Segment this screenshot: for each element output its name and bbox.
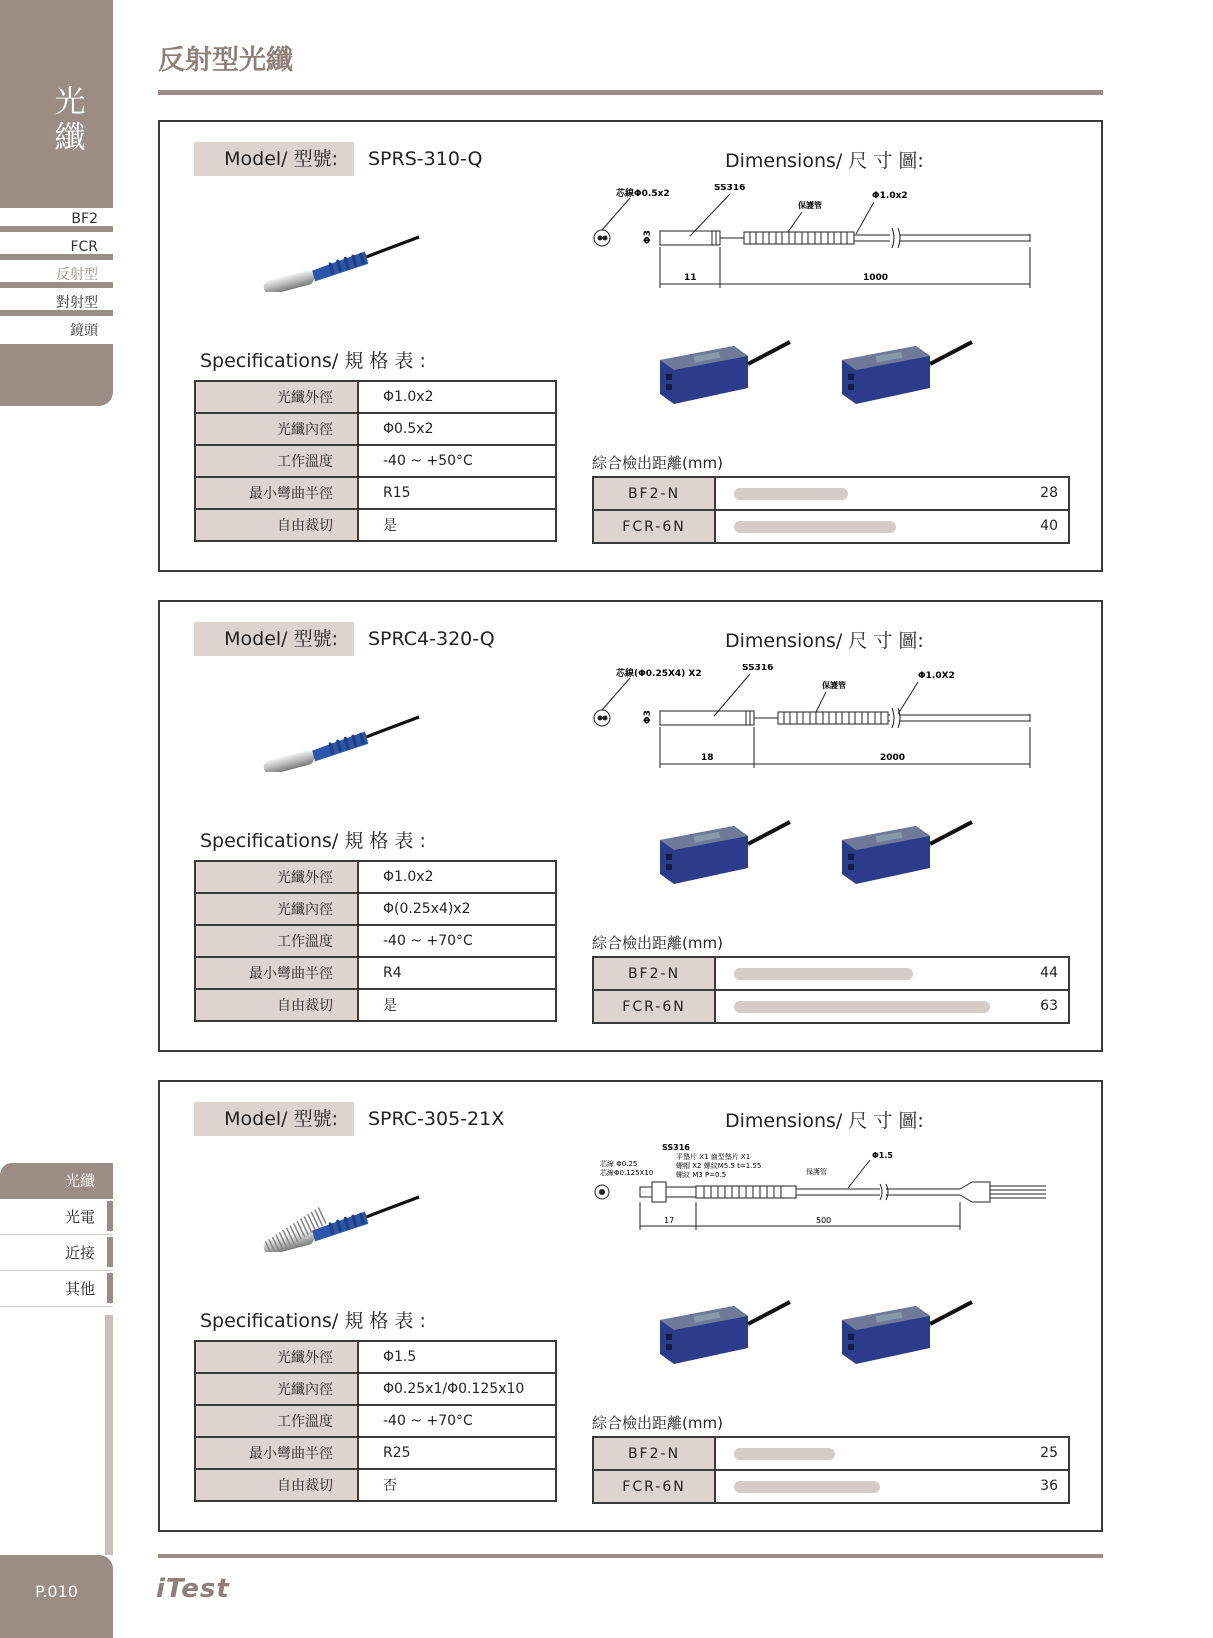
drawing-core: 芯線(Φ0.25X4) X2 [616, 669, 702, 679]
product-image [232, 1172, 432, 1256]
drawing-fiber: Φ1.0X2 [918, 671, 955, 681]
distance-cell [715, 957, 1069, 990]
spec-row [195, 925, 556, 957]
distance-row [593, 1437, 1069, 1470]
distance-bar [734, 968, 913, 980]
spec-table [194, 380, 557, 542]
model-number: SPRC-305-21X [368, 1108, 505, 1130]
product-image [232, 212, 432, 296]
dimension-drawing [580, 1144, 1050, 1244]
sidebar-item-reflective[interactable]: 反射型 [0, 266, 113, 288]
amplifier-fcr-image [832, 810, 982, 894]
drawing-dim-1: 17 [664, 1216, 675, 1225]
specifications-label: Specifications/ 規 格 表 : [200, 1310, 426, 1332]
amplifier-illustration [650, 330, 800, 410]
spec-table [194, 860, 557, 1022]
model-label: Model/ 型號: [194, 1102, 354, 1136]
spec-row [195, 381, 556, 413]
specifications-label: Specifications/ 規 格 表 : [200, 830, 426, 852]
drawing-thread: 螺紋 M3 P=0.5 [676, 1171, 727, 1179]
drawing-dim-1: 11 [684, 273, 697, 283]
spec-value: -40 ~ +70°C [358, 925, 556, 957]
product-image [232, 692, 432, 776]
spec-row [195, 1405, 556, 1437]
dimension-drawing [580, 184, 1050, 304]
category-tab [107, 1237, 113, 1267]
category-tab [107, 1201, 113, 1231]
amplifier-illustration [832, 330, 982, 410]
distance-bar [734, 1448, 835, 1460]
distance-row [593, 990, 1069, 1023]
category-tab [107, 1273, 113, 1303]
amplifier-bf2-image [650, 330, 800, 414]
spec-row [195, 1469, 556, 1501]
spec-key: 光纖內徑 [195, 893, 358, 925]
model-label: Model/ 型號: [194, 622, 354, 656]
amplifier-fcr-image [832, 330, 982, 414]
dimensions-label: Dimensions/ 尺 寸 圖: [725, 150, 924, 172]
sidebar-item-fcr[interactable]: FCR [0, 238, 113, 260]
distance-bar-track [734, 488, 1010, 500]
spec-key: 光纖內徑 [195, 413, 358, 445]
drawing-diameter: Φ3 [643, 230, 653, 244]
spec-key: 最小彎曲半徑 [195, 957, 358, 989]
probe-illustration [232, 692, 432, 772]
spec-row [195, 893, 556, 925]
spec-table [194, 1340, 557, 1502]
spec-row [195, 445, 556, 477]
drawing-dim-1: 18 [701, 753, 714, 763]
spec-value: Φ1.0x2 [358, 861, 556, 893]
distance-bar-track [734, 1448, 1010, 1460]
distance-bar [734, 521, 896, 533]
distance-bar [734, 1481, 880, 1493]
distance-cell [715, 1437, 1069, 1470]
dimension-drawing [580, 664, 1050, 784]
brand-logo: iTest [156, 1574, 230, 1604]
spec-value: Φ0.5x2 [358, 413, 556, 445]
sidebar-subnav [0, 208, 113, 344]
distance-label: 綜合檢出距離(mm) [592, 934, 723, 952]
dimensions-label: Dimensions/ 尺 寸 圖: [725, 630, 924, 652]
spec-value: Φ0.25x1/Φ0.125x10 [358, 1373, 556, 1405]
distance-row [593, 1470, 1069, 1503]
category-other-label: 其他 [64, 1280, 95, 1298]
distance-table [592, 476, 1070, 544]
product-panel [158, 1080, 1103, 1532]
amplifier-illustration [650, 1290, 800, 1370]
distance-value: 44 [1040, 965, 1058, 981]
drawing-fiber: Φ1.5 [872, 1151, 893, 1160]
distance-bar-track [734, 1481, 1010, 1493]
spec-key: 光纖外徑 [195, 381, 358, 413]
category-photoelectric-label: 光電 [64, 1208, 95, 1226]
amplifier-illustration [832, 1290, 982, 1370]
drawing-diameter: Φ3 [643, 710, 653, 724]
sidebar-strip [105, 1315, 113, 1555]
amplifier-illustration [832, 810, 982, 890]
distance-value: 25 [1040, 1445, 1058, 1461]
dimension-drawing-wrap [580, 664, 1050, 788]
distance-row [593, 957, 1069, 990]
spec-row [195, 861, 556, 893]
spec-key: 工作溫度 [195, 1405, 358, 1437]
distance-amplifier: BF2-N [593, 477, 715, 510]
distance-value: 36 [1040, 1478, 1058, 1494]
model-label: Model/ 型號: [194, 142, 354, 176]
spec-row [195, 413, 556, 445]
drawing-dim-2: 1000 [863, 273, 889, 283]
spec-value: R25 [358, 1437, 556, 1469]
spec-row [195, 989, 556, 1021]
drawing-tube: 保護管 [798, 201, 822, 210]
distance-amplifier: BF2-N [593, 957, 715, 990]
distance-value: 40 [1040, 518, 1058, 534]
drawing-fiber: Φ1.0x2 [872, 191, 908, 201]
model-number: SPRS-310-Q [368, 148, 483, 170]
spec-key: 自由裁切 [195, 989, 358, 1021]
drawing-nut: 螺帽 X2 螺紋M5.5 t=1.55 [676, 1162, 762, 1170]
spec-key: 自由裁切 [195, 1469, 358, 1501]
spec-key: 自由裁切 [195, 509, 358, 541]
distance-bar [734, 1001, 990, 1013]
amplifier-fcr-image [832, 1290, 982, 1374]
spec-value: -40 ~ +50°C [358, 445, 556, 477]
drawing-sleeve: SS316 [714, 184, 746, 193]
distance-cell [715, 477, 1069, 510]
spec-row [195, 1341, 556, 1373]
spec-value: 是 [358, 509, 556, 541]
probe-illustration [232, 1172, 432, 1252]
sidebar-decoration [0, 344, 113, 406]
spec-key: 光纖外徑 [195, 1341, 358, 1373]
spec-row [195, 957, 556, 989]
spec-key: 最小彎曲半徑 [195, 1437, 358, 1469]
probe-illustration [232, 212, 432, 292]
product-panel [158, 120, 1103, 572]
page-number: P.010 [35, 1582, 78, 1601]
category-proximity-label: 近接 [64, 1244, 95, 1262]
spec-key: 工作溫度 [195, 445, 358, 477]
amplifier-illustration [650, 810, 800, 890]
distance-table [592, 1436, 1070, 1504]
spec-row [195, 477, 556, 509]
category-photoelectric[interactable] [0, 1199, 113, 1235]
sidebar-item-lens[interactable]: 鏡頭 [70, 323, 98, 339]
spec-key: 最小彎曲半徑 [195, 477, 358, 509]
dimension-drawing-wrap [580, 1144, 1050, 1248]
drawing-core-2: 芯線Φ0.125X10 [600, 1169, 654, 1177]
sidebar-categories [0, 1163, 113, 1307]
drawing-sleeve: SS316 [662, 1144, 690, 1152]
distance-bar-track [734, 968, 1010, 980]
spec-row [195, 1373, 556, 1405]
distance-label: 綜合檢出距離(mm) [592, 1414, 723, 1432]
drawing-core: 芯線 Φ0.25 [600, 1160, 638, 1168]
distance-cell [715, 510, 1069, 543]
spec-value: Φ(0.25x4)x2 [358, 893, 556, 925]
spec-key: 光纖外徑 [195, 861, 358, 893]
spec-value: Φ1.0x2 [358, 381, 556, 413]
spec-key: 光纖內徑 [195, 1373, 358, 1405]
spec-value: R4 [358, 957, 556, 989]
page-title: 反射型光纖 [158, 45, 293, 76]
distance-cell [715, 1470, 1069, 1503]
distance-row [593, 510, 1069, 543]
distance-value: 63 [1040, 998, 1058, 1014]
sidebar-section-title: 光纖 [54, 84, 86, 156]
drawing-washer: 平墊片 X1 齒型墊片 X1 [676, 1153, 751, 1161]
distance-bar-track [734, 521, 1010, 533]
distance-table [592, 956, 1070, 1024]
header-divider [158, 90, 1103, 95]
category-fiber[interactable]: 光纖 [0, 1163, 113, 1199]
model-number: SPRC4-320-Q [368, 628, 495, 650]
spec-value: Φ1.5 [358, 1341, 556, 1373]
distance-label: 綜合檢出距離(mm) [592, 454, 723, 472]
distance-amplifier: FCR-6N [593, 990, 715, 1023]
drawing-dim-2: 500 [816, 1216, 832, 1225]
product-panel [158, 600, 1103, 1052]
category-proximity[interactable] [0, 1235, 113, 1271]
category-other[interactable] [0, 1271, 113, 1307]
spec-row [195, 509, 556, 541]
specifications-label: Specifications/ 規 格 表 : [200, 350, 426, 372]
spec-value: 是 [358, 989, 556, 1021]
sidebar-item-through-beam[interactable]: 對射型 [0, 294, 113, 316]
distance-row [593, 477, 1069, 510]
dimensions-label: Dimensions/ 尺 寸 圖: [725, 1110, 924, 1132]
drawing-sleeve: SS316 [742, 664, 774, 673]
amplifier-bf2-image [650, 810, 800, 894]
sidebar-item-bf2[interactable]: BF2 [0, 210, 113, 232]
distance-value: 28 [1040, 485, 1058, 501]
spec-value: -40 ~ +70°C [358, 1405, 556, 1437]
distance-amplifier: BF2-N [593, 1437, 715, 1470]
drawing-dim-2: 2000 [880, 753, 906, 763]
spec-value: R15 [358, 477, 556, 509]
dimension-drawing-wrap [580, 184, 1050, 308]
drawing-tube: 保護管 [822, 681, 846, 690]
spec-row [195, 1437, 556, 1469]
amplifier-bf2-image [650, 1290, 800, 1374]
distance-amplifier: FCR-6N [593, 510, 715, 543]
drawing-core: 芯線Φ0.5x2 [616, 189, 670, 199]
distance-bar-track [734, 1001, 1010, 1013]
distance-cell [715, 990, 1069, 1023]
spec-key: 工作溫度 [195, 925, 358, 957]
distance-bar [734, 488, 848, 500]
spec-value: 否 [358, 1469, 556, 1501]
footer-divider [158, 1554, 1103, 1558]
drawing-tube: 保護管 [806, 1168, 827, 1176]
distance-amplifier: FCR-6N [593, 1470, 715, 1503]
